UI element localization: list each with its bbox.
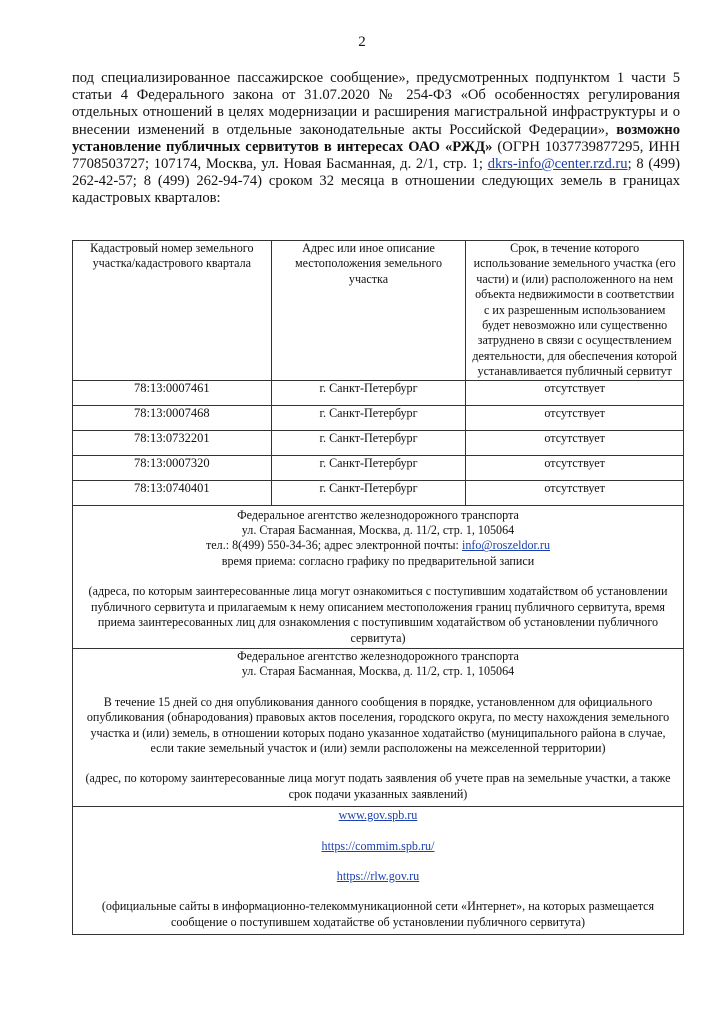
page-number: 2 (358, 34, 366, 50)
claims-term-text: В течение 15 дней со дня опубликования данного сообщения в порядке, установленном для официального опубликования (обнародования) правовых актов поселения, городского округа, по месту нахождения земельного участка и (или) земель, в отношении которых подано указанное ходатайство (муниципального района в случае, если такие земельный участок и (или) земли расположены на межселенной территории) (86, 694, 670, 755)
header-cadastral: Кадастровый номер земельного участка/кадастрового квартала (73, 241, 272, 381)
intro-bold-text: возможно установление публичных сервитутов в интересах ОАО «РЖД» (72, 121, 680, 155)
term-cell: отсутствует (466, 405, 684, 430)
cadastral-number: 78:13:0007320 (73, 455, 272, 480)
email-link-rzd[interactable]: dkrs-info@center.rzd.ru (487, 156, 628, 173)
term-cell: отсутствует (466, 380, 684, 405)
agency-address: ул. Старая Басманная, Москва, д. 11/2, стр. 1, 105064 (241, 523, 515, 538)
address-cell: г. Санкт-Петербург (271, 380, 466, 405)
cadastral-number: 78:13:0732201 (73, 430, 272, 455)
address-cell: г. Санкт-Петербург (271, 430, 466, 455)
websites-block (73, 807, 684, 935)
agency-name: Федеральное агентство железнодорожного транспорта (237, 507, 519, 522)
table-row (73, 430, 684, 455)
term-cell: отсутствует (466, 480, 684, 505)
table-row (73, 480, 684, 505)
website-link-commim[interactable]: https://commim.spb.ru/ (321, 838, 435, 853)
header-address: Адрес или иное описание местоположения земельного участка (271, 241, 466, 381)
header-term: Срок, в течение которого использование земельного участка (его части) и (или) расположенного на нем объекта недвижимости в соответствии с их разрешенным использованием будет невозможно или существенно затруднено в связи с осуществлением деятельности, для обеспечения которой устанавливается публичный сервитут (466, 241, 684, 381)
table-header-row (73, 241, 684, 381)
websites-note: (официальные сайты в информационно-телекоммуникационной сети «Интернет», на которых размещается сообщение о поступившем ходатайстве об установлении публичного сервитута) (101, 899, 655, 929)
intro-paragraph (72, 70, 680, 208)
address-cell: г. Санкт-Петербург (271, 405, 466, 430)
intro-text-3: ; 8 (499) 262-42-57; 8 (499) 262-94-74) сроком 32 месяца в отношении следующих земель в границах кадастровых кварталов: (72, 156, 680, 207)
cadastral-number: 78:13:0007461 (73, 380, 272, 405)
cadastral-number: 78:13:0007468 (73, 405, 272, 430)
table-row (73, 380, 684, 405)
claims-address-block (73, 648, 684, 806)
claims-note: (адрес, по которому заинтересованные лица могут подать заявления об учете прав на земельные участки, а также срок подачи указанных заявлений) (85, 771, 671, 801)
easement-table (72, 240, 684, 935)
agency-address: ул. Старая Басманная, Москва, д. 11/2, стр. 1, 105064 (241, 664, 515, 679)
address-cell: г. Санкт-Петербург (271, 480, 466, 505)
term-cell: отсутствует (466, 455, 684, 480)
term-cell: отсутствует (466, 430, 684, 455)
address-cell: г. Санкт-Петербург (271, 455, 466, 480)
review-note: (адреса, по которым заинтересованные лица могут ознакомиться с поступившим ходатайством об установлении публичного сервитута и прилагаемым к нему описанием местоположения границ публичного сервитута, время приема заинтересованных лиц для ознакомления с поступившим ходатайством об установлении публичного сервитута) (88, 584, 668, 645)
cadastral-number: 78:13:0740401 (73, 480, 272, 505)
website-link-gov-spb[interactable]: www.gov.spb.ru (338, 808, 418, 823)
agency-contacts (79, 538, 677, 553)
review-address-block (73, 505, 684, 648)
table-row (73, 455, 684, 480)
reception-hours: время приема: согласно графику по предварительной записи (221, 553, 535, 568)
table-row (73, 405, 684, 430)
agency-name: Федеральное агентство железнодорожного транспорта (237, 648, 519, 663)
email-link-roszeldor[interactable]: info@roszeldor.ru (461, 538, 550, 553)
agency-phone: тел.: 8(499) 550-34-36; адрес электронной почты: (206, 538, 462, 553)
intro-text-2: (ОГРН 1037739877295, ИНН 7708503727; 107174, Москва, ул. Новая Басманная, д. 2/1, стр. 1; (72, 138, 680, 173)
website-link-rlw[interactable]: https://rlw.gov.ru (336, 868, 420, 883)
intro-text-1: под специализированное пассажирское сообщение», предусмотренных подпунктом 1 части 5 статьи 4 Федерального закона от 31.07.2020 № 254-ФЗ «Об особенностях регулирования отдельных отношений в целях модернизации и расширения магистральной инфраструктуры и о внесении изменений в отдельные законодательные акты Российской Федерации», (72, 70, 680, 138)
